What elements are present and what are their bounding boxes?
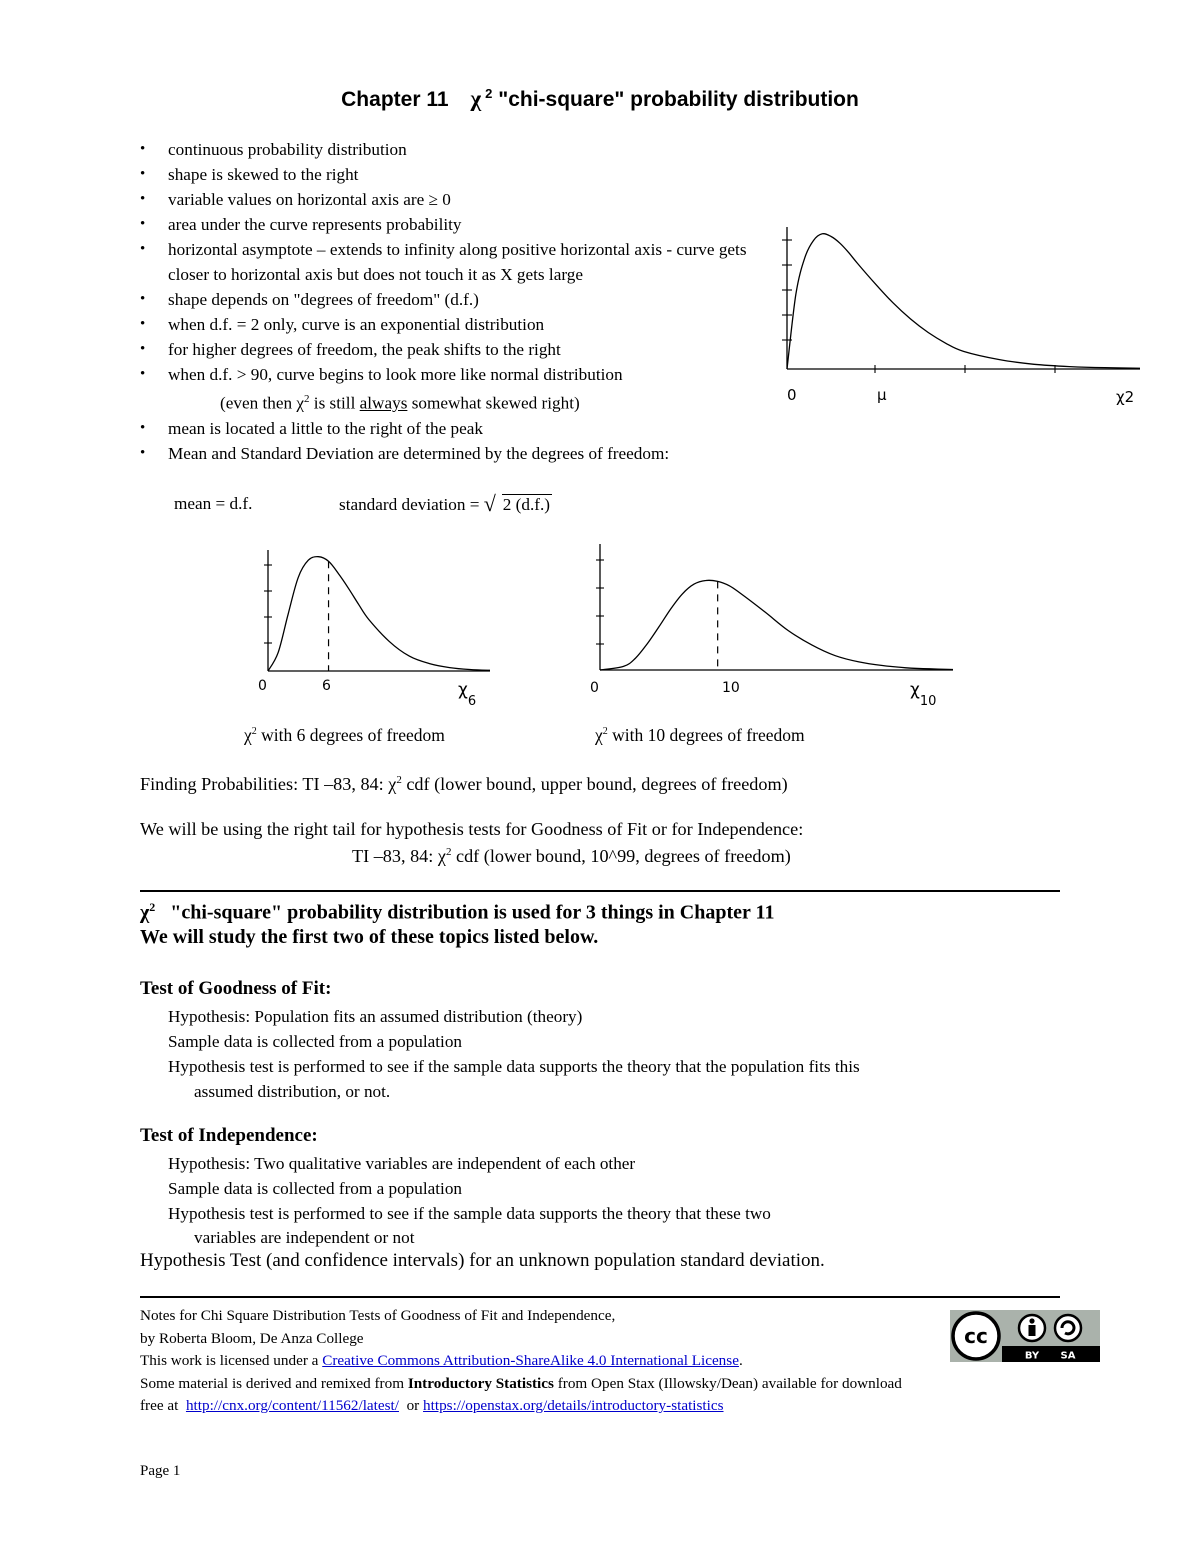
list-item: • for higher degrees of freedom, the peak shifts to the right [140, 337, 760, 362]
independence-line: Sample data is collected from a population [168, 1179, 463, 1198]
page-title [0, 86, 1200, 112]
chi-superscript: 2 [396, 774, 402, 786]
curve-line [268, 557, 490, 671]
uses-subheading: We will study the first two of these topics listed below. [140, 926, 599, 948]
note-mid: is still [309, 393, 360, 413]
footer-line5 [140, 1395, 1100, 1418]
goodness-line: assumed distribution, or not. [194, 1082, 391, 1101]
list-item: • mean is located a little to the right of the peak [140, 416, 760, 441]
chi-symbol: χ [388, 774, 397, 795]
divider-bottom [140, 1296, 1060, 1298]
list-item: • area under the curve represents probability [140, 212, 760, 237]
curve-line [600, 580, 953, 670]
chi-symbol: χ [458, 680, 468, 700]
line5-mid: or [398, 1397, 424, 1414]
cc-by-sa-badge [950, 1310, 1100, 1362]
mean-formula: mean = d.f. [174, 494, 253, 513]
chapter-label: Chapter 11 [341, 88, 449, 111]
chi-superscript: 2 [602, 726, 608, 738]
line4-post: from Open Stax (Illowsky/Dean) available for download [553, 1374, 902, 1392]
chi-symbol: χ [470, 86, 482, 111]
chi-square-df10-chart [590, 540, 965, 710]
list-item: • when d.f. = 2 only, curve is an exponential distribution [140, 312, 760, 337]
attribution-body [1029, 1325, 1036, 1336]
sd-formula [339, 494, 552, 515]
line4-pre: Some material is derived and remixed from [140, 1374, 408, 1392]
license-link[interactable]: Creative Commons Attribution-ShareAlike 4.0 International License [322, 1352, 739, 1369]
caption-df6 [244, 725, 445, 746]
cnx-link[interactable]: http://cnx.org/content/11562/latest/ [185, 1397, 399, 1414]
chi-sub: 6 [467, 694, 477, 709]
chi-symbol: χ [595, 725, 603, 745]
caption-text: with 6 degrees of freedom [256, 725, 445, 745]
chi-symbol: χ [296, 393, 304, 413]
list-item: • shape depends on "degrees of freedom" (d.f.) [140, 287, 760, 312]
footer-line2: by Roberta Bloom, De Anza College [140, 1329, 364, 1347]
chi-sub: 10 [919, 694, 937, 709]
sharealike-icon [1055, 1315, 1081, 1341]
caption-text: with 10 degrees of freedom [607, 725, 805, 745]
title-text: "chi-square" probability distribution [498, 88, 859, 111]
line2-rest: cdf (lower bound, 10^99, degrees of freedom) [451, 846, 791, 867]
footer-line4 [140, 1373, 1100, 1396]
uses-heading [140, 900, 774, 925]
chi-square-general-chart [770, 222, 1150, 417]
finding-label: Finding Probabilities: TI –83, 84: [140, 774, 389, 795]
x-label-ten: 10 [722, 680, 740, 696]
openstax-link[interactable]: https://openstax.org/details/introductory-statistics [423, 1397, 724, 1414]
independence-title: Test of Independence: [140, 1125, 318, 1146]
third-use: Hypothesis Test (and confidence intervals) for an unknown population standard deviation. [140, 1250, 825, 1271]
cc-icon-text: cc [964, 1324, 988, 1348]
line5-pre: free at [140, 1397, 186, 1414]
goodness-line: Hypothesis: Population fits an assumed distribution (theory) [168, 1007, 583, 1026]
chi-square-df6-chart [258, 545, 498, 713]
mean-sd-formula [174, 494, 551, 514]
chi-superscript: 2 [445, 846, 452, 858]
finding-probabilities [140, 774, 788, 795]
sd-label: standard deviation = [339, 495, 484, 514]
chi-symbol: χ [437, 846, 446, 867]
badge-sa: SA [1060, 1350, 1076, 1362]
line3-post: . [738, 1352, 743, 1369]
note-post: somewhat skewed right) [407, 393, 580, 413]
finding-rest: cdf (lower bound, upper bound, degrees of freedom) [401, 774, 788, 795]
chi-symbol: χ [910, 680, 920, 700]
right-tail-line2 [352, 846, 791, 867]
right-tail-line1: We will be using the right tail for hypothesis tests for Goodness of Fit or for Independence: [140, 819, 804, 839]
divider-top [140, 890, 1060, 892]
sqrt-expression: √ 2 (d.f.) [502, 494, 552, 515]
list-item: • shape is skewed to the right [140, 162, 760, 187]
chi-superscript: 2 [251, 726, 257, 738]
book-title: Introductory Statistics [407, 1374, 554, 1392]
goodness-line: Hypothesis test is performed to see if the sample data supports the theory that the population fits this [168, 1057, 860, 1076]
x-label-zero: 0 [787, 386, 797, 404]
heading-text: "chi-square" probability distribution is used for 3 things in Chapter 11 [155, 901, 775, 924]
list-item: • Mean and Standard Deviation are determined by the degrees of freedom: [140, 441, 760, 466]
note-pre: (even then [220, 393, 297, 413]
curve-line [787, 234, 1140, 369]
note-line [140, 387, 760, 416]
attribution-head [1029, 1318, 1034, 1323]
caption-df10 [595, 725, 805, 746]
independence-line: Hypothesis: Two qualitative variables are independent of each other [168, 1154, 636, 1173]
list-item: • variable values on horizontal axis are ≥ 0 [140, 187, 760, 212]
x-label-chi [1116, 388, 1134, 406]
x-label-zero: 0 [258, 678, 267, 694]
chi-symbol: χ [140, 901, 150, 924]
badge-dark-strip [1002, 1346, 1100, 1362]
x-label-mu: μ [877, 386, 887, 404]
chi-superscript: 2 [485, 86, 493, 101]
independence-line: Hypothesis test is performed to see if the sample data supports the theory that these two [168, 1204, 771, 1223]
chi-symbol: χ2 [1116, 388, 1135, 406]
badge-by: BY [1024, 1350, 1040, 1362]
x-label-six: 6 [322, 678, 331, 694]
property-list [140, 137, 760, 466]
x-label-chi [458, 680, 476, 709]
x-label-chi [910, 680, 936, 709]
chi-superscript: 2 [149, 900, 156, 914]
chi-superscript: 2 [304, 393, 310, 405]
list-item: • continuous probability distribution [140, 137, 760, 162]
note-emphasis: always [359, 393, 408, 413]
independence-line: variables are independent or not [194, 1228, 415, 1247]
line2-pre: TI –83, 84: [352, 846, 438, 867]
chi-symbol: χ [244, 725, 252, 745]
footer-line1: Notes for Chi Square Distribution Tests of Goodness of Fit and Independence, [140, 1307, 616, 1324]
page-number: Page 1 [140, 1463, 181, 1479]
list-item: • when d.f. > 90, curve begins to look more like normal distribution [140, 362, 760, 387]
goodness-title: Test of Goodness of Fit: [140, 978, 332, 999]
goodness-line: Sample data is collected from a population [168, 1032, 463, 1051]
list-item: • horizontal asymptote – extends to infinity along positive horizontal axis - curve gets closer to horizontal axis but does not touch it as X gets large [140, 237, 760, 287]
line3-pre: This work is licensed under a [140, 1352, 323, 1369]
x-label-zero: 0 [590, 680, 599, 696]
